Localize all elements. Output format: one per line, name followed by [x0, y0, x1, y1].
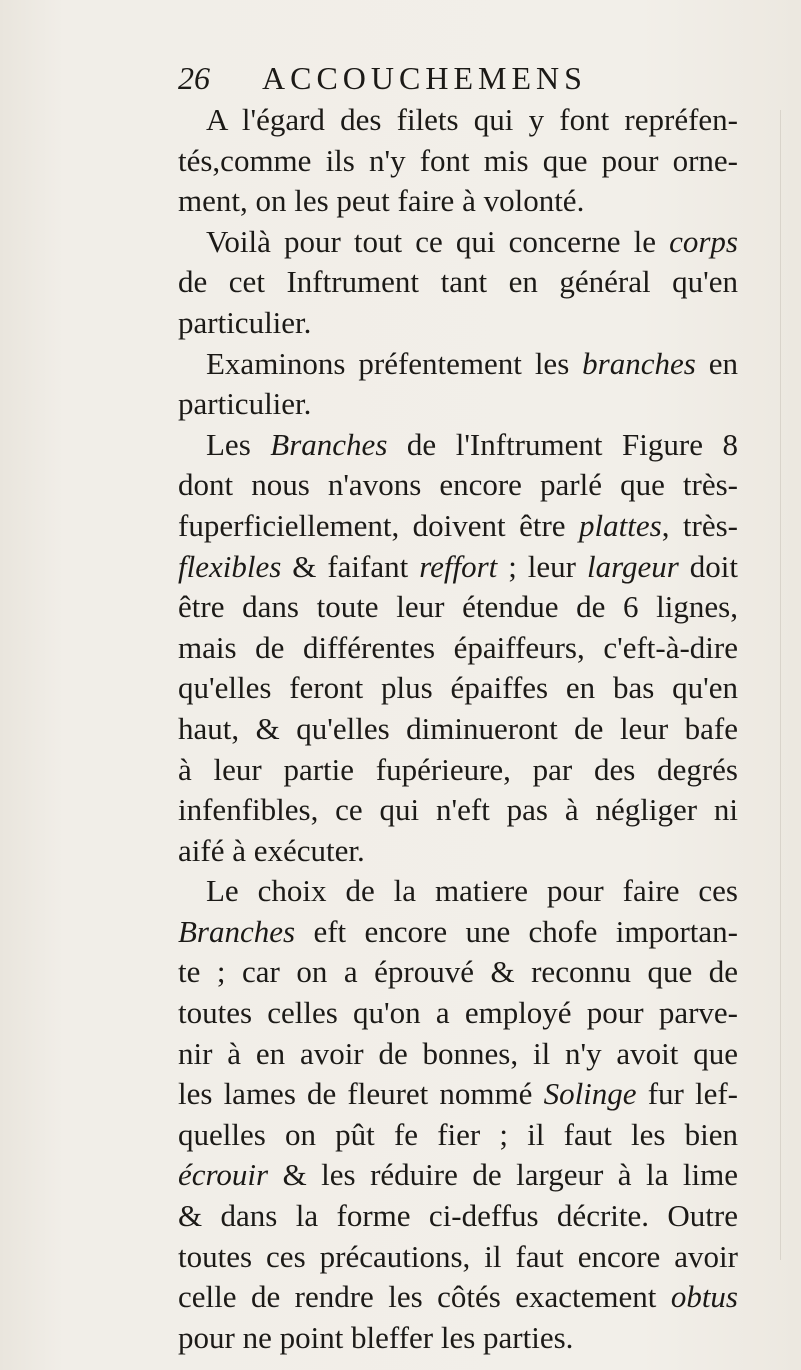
running-title: ACCOUCHEMENS: [262, 60, 587, 96]
text-run: Voilà pour tout ce qui concerne le: [206, 223, 670, 259]
text-line: [178, 303, 738, 344]
text-run: ; leur: [497, 548, 587, 584]
text-line: [178, 1277, 738, 1318]
text-line: [178, 1034, 738, 1075]
text-line: [178, 100, 738, 141]
text-run: pour ne point bleffer les parties.: [178, 1319, 574, 1355]
italic-text: plattes: [579, 507, 662, 543]
body-text: [178, 100, 738, 1358]
text-run: tés,comme ils n'y font mis que pour orne-: [178, 142, 738, 178]
italic-text: flexibles: [178, 548, 282, 584]
text-line: [178, 344, 738, 385]
text-line: [178, 1155, 738, 1196]
text-run: qu'elles feront plus épaiffes en bas qu'en: [178, 670, 738, 706]
text-line: [178, 465, 738, 506]
text-run: & dans la forme ci-deffus décrite. Outre: [178, 1198, 738, 1234]
text-run: & faifant: [281, 548, 420, 584]
italic-text: largeur: [586, 548, 679, 584]
text-run: les lames de fleuret nommé: [178, 1076, 544, 1112]
text-line: [178, 384, 738, 425]
italic-text: Branches: [270, 426, 388, 462]
text-run: Les: [206, 426, 271, 462]
italic-text: obtus: [670, 1279, 738, 1315]
text-run: haut, & qu'elles diminueront de leur bafe: [178, 710, 738, 746]
text-line: [178, 831, 738, 872]
text-line: [178, 547, 738, 588]
text-line: [178, 1074, 738, 1115]
text-line: [178, 1115, 738, 1156]
text-line: [178, 222, 738, 263]
page-edge: [780, 110, 781, 1260]
text-run: aifé à exécuter.: [178, 832, 365, 868]
text-run: en: [695, 345, 738, 381]
text-line: [178, 952, 738, 993]
text-line: [178, 912, 738, 953]
text-run: Le choix de la matiere pour faire ces: [206, 873, 738, 909]
text-run: eft encore une chofe importan-: [295, 913, 738, 949]
text-run: , très-: [661, 507, 738, 543]
text-run: & les réduire de largeur à la lime: [268, 1157, 738, 1193]
italic-text: branches: [582, 345, 696, 381]
text-run: celle de rendre les côtés exactement: [178, 1279, 671, 1315]
text-run: fur lef-: [636, 1076, 738, 1112]
italic-text: Branches: [178, 913, 296, 949]
text-line: [178, 668, 738, 709]
text-line: [178, 709, 738, 750]
text-run: dont nous n'avons encore parlé que très-: [178, 467, 738, 503]
text-run: être dans toute leur étendue de 6 lignes,: [178, 589, 738, 625]
text-line: [178, 790, 738, 831]
text-line: [178, 1318, 738, 1359]
italic-text: écrouir: [178, 1157, 269, 1193]
page-number: 26: [178, 60, 210, 96]
text-line: [178, 181, 738, 222]
text-run: infenfibles, ce qui n'eft pas à négliger ni: [178, 792, 738, 828]
text-line: [178, 628, 738, 669]
text-line: [178, 750, 738, 791]
text-line: [178, 587, 738, 628]
italic-text: Solinge: [543, 1076, 637, 1112]
text-run: quelles on pût fe fier ; il faut les bien: [178, 1116, 738, 1152]
text-run: mais de différentes épaiffeurs, c'eft-à-dire: [178, 629, 738, 665]
text-line: [178, 141, 738, 182]
text-line: [178, 1196, 738, 1237]
text-run: de cet Inftrument tant en général qu'en: [178, 264, 738, 300]
text-run: doit: [678, 548, 738, 584]
text-line: [178, 425, 738, 466]
text-line: [178, 262, 738, 303]
text-line: [178, 993, 738, 1034]
text-run: te ; car on a éprouvé & reconnu que de: [178, 954, 738, 990]
text-run: Examinons préfentement les: [206, 345, 583, 381]
text-run: ment, on les peut faire à volonté.: [178, 183, 585, 219]
text-run: de l'Inftrument Figure 8: [387, 426, 738, 462]
text-run: particulier.: [178, 386, 312, 422]
text-run: A l'égard des filets qui y font repréfen-: [206, 102, 738, 137]
text-line: [178, 1237, 738, 1278]
text-run: fuperficiellement, doivent être: [178, 507, 580, 543]
text-run: particulier.: [178, 304, 312, 340]
text-line: [178, 871, 738, 912]
text-run: nir à en avoir de bonnes, il n'y avoit que: [178, 1035, 738, 1071]
text-run: toutes celles qu'on a employé pour parve-: [178, 995, 738, 1031]
text-run: toutes ces précautions, il faut encore avoir: [178, 1238, 738, 1274]
italic-text: corps: [669, 223, 738, 259]
text-line: [178, 506, 738, 547]
italic-text: reffort: [419, 548, 498, 584]
text-run: à leur partie fupérieure, par des degrés: [178, 751, 738, 787]
